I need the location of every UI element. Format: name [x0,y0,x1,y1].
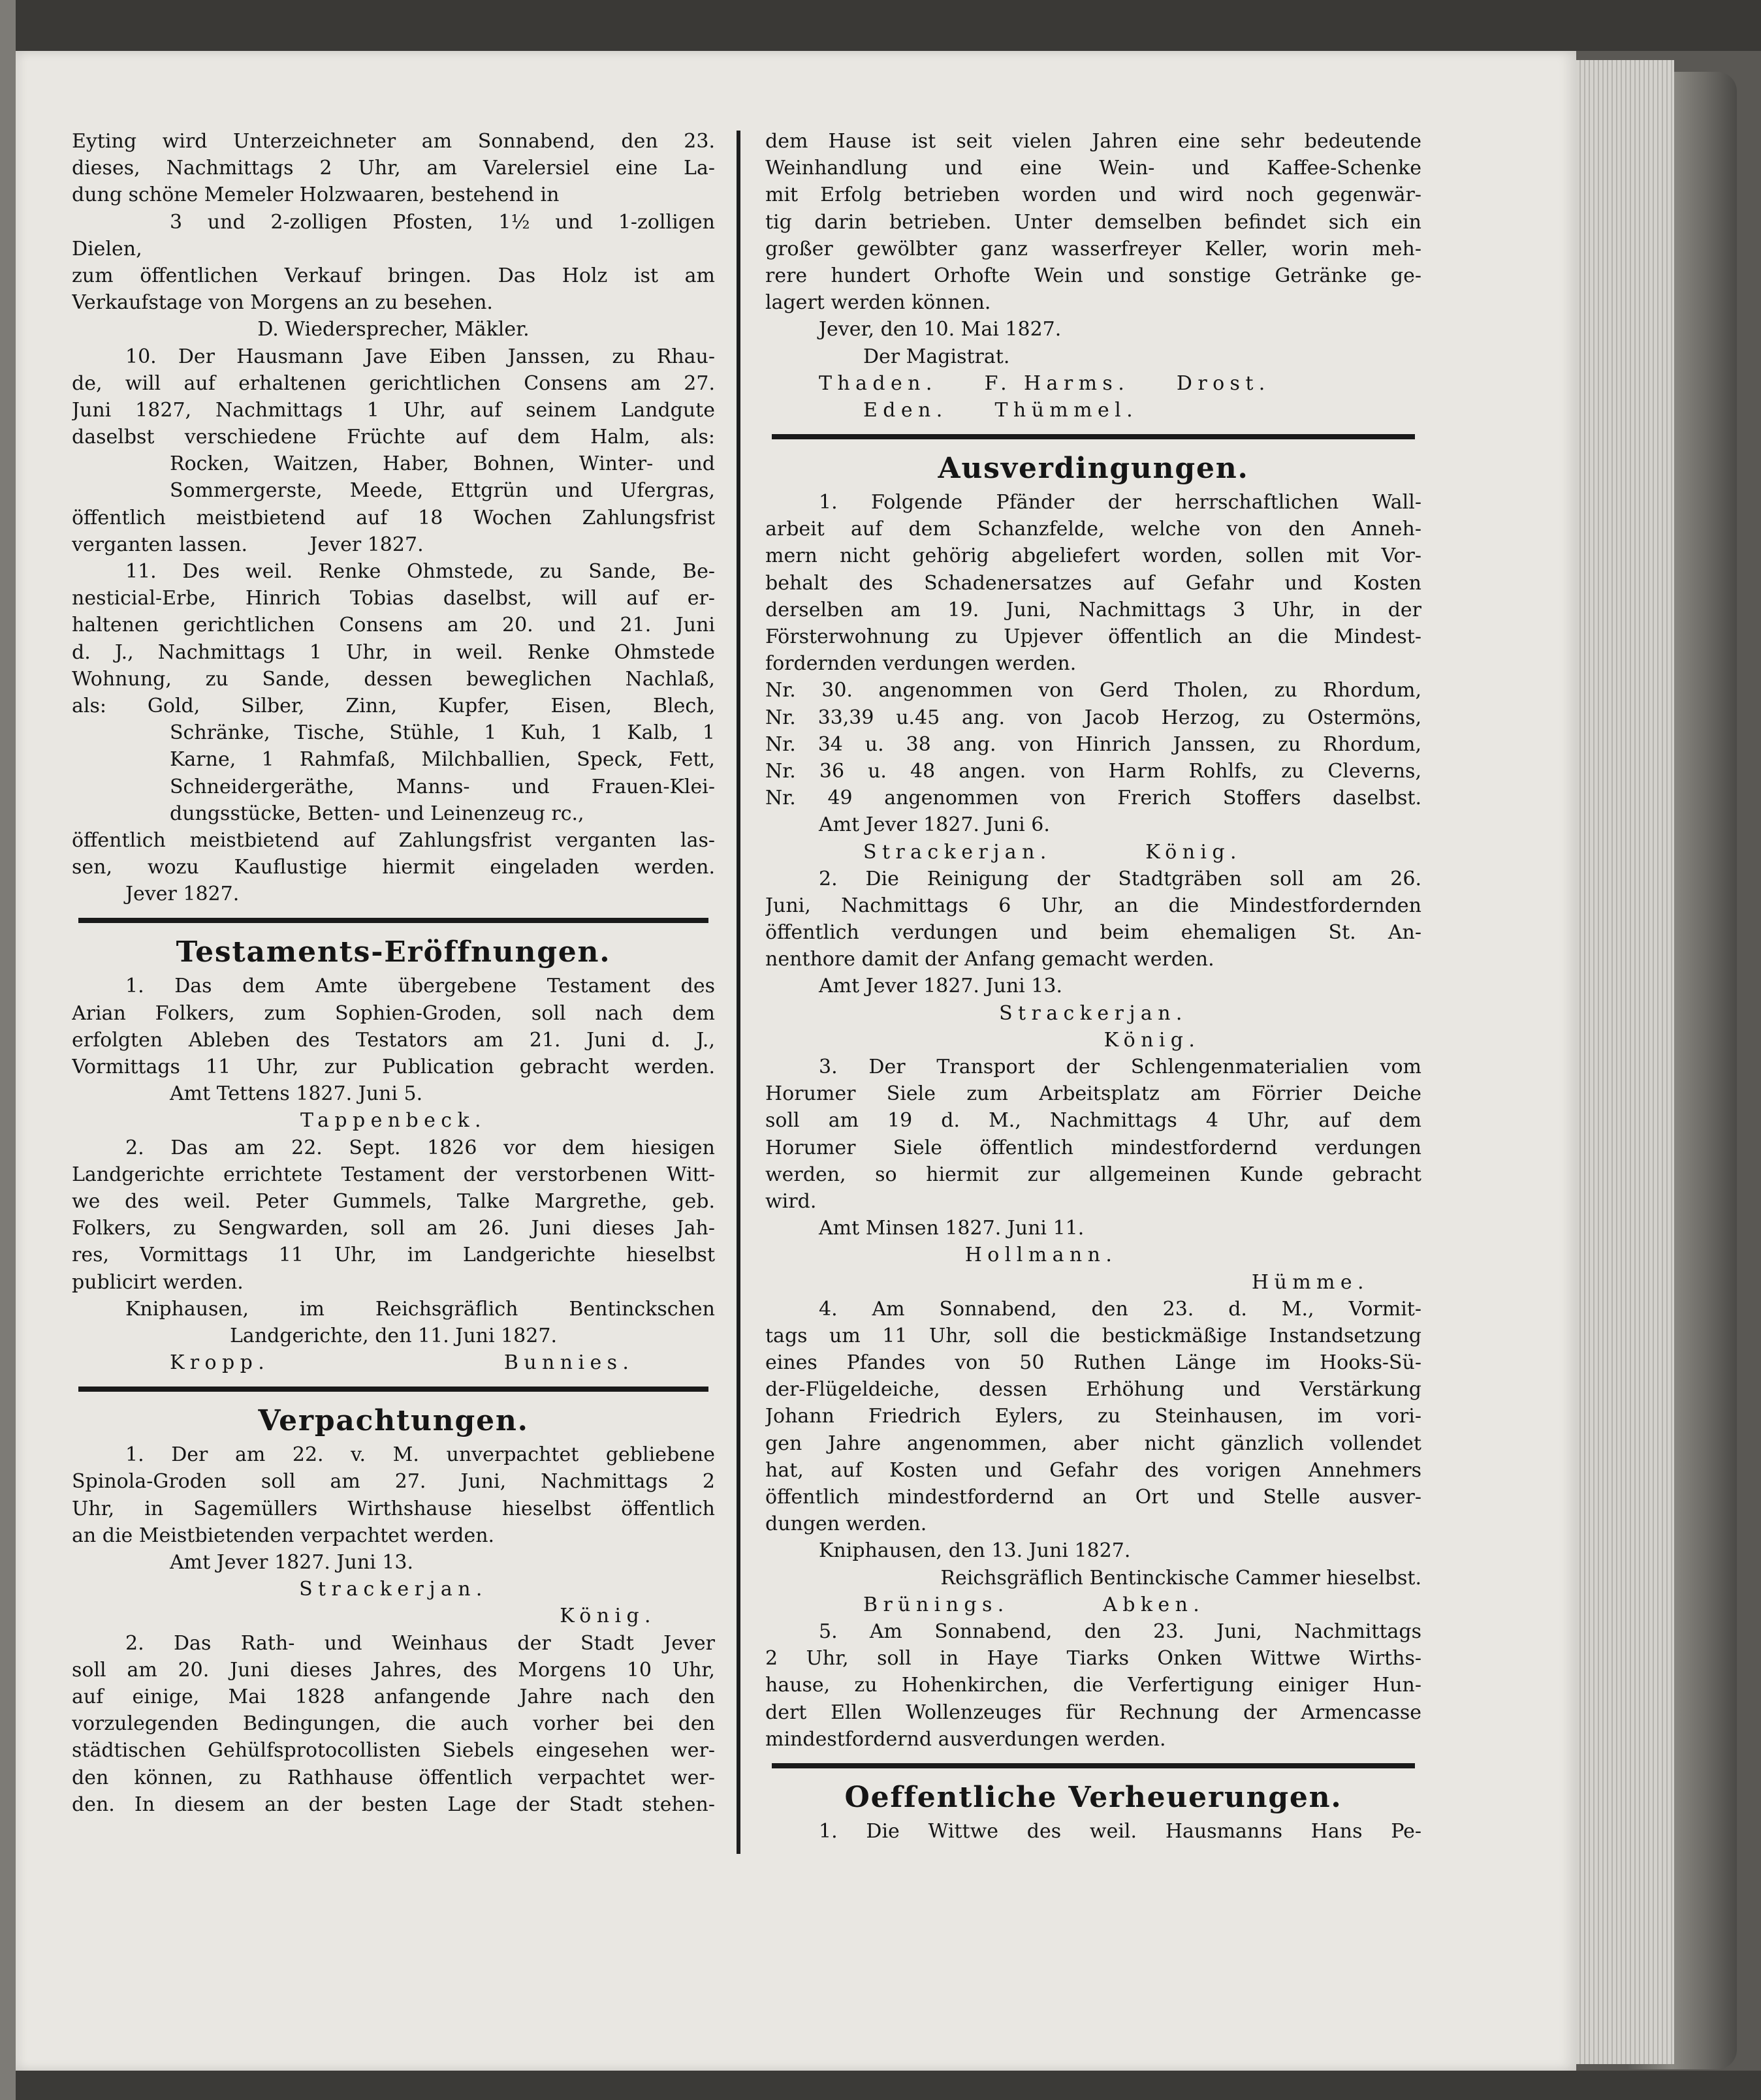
column-divider [737,131,740,1854]
text-line: 11. Des weil. Renke Ohmstede, zu Sande, Be- [125,560,715,583]
contract-1 [765,489,1421,866]
text-line: Jever, den 10. Mai 1827. [819,318,1062,341]
text-line: nesticial-Erbe, Hinrich Tobias daselbst, will auf er- [72,587,715,610]
text-line: 2 Uhr, soll in Haye Tiarks Onken Wittwe Wirths- [765,1647,1421,1670]
text-line: Nr. 30. angenommen von Gerd Tholen, zu Rhordum, [765,679,1421,702]
signature-line: Hümme. [1251,1270,1369,1294]
text-line: dungsstücke, Betten- und Leinenzeug rc., [170,802,584,825]
signature-line: D. Wiedersprecher, Mäkler. [257,318,530,341]
text-line: wird. [765,1189,817,1213]
text-line: Johann Friedrich Eylers, zu Steinhausen, im vori- [765,1405,1421,1428]
text-line: tags um 11 Uhr, soll die bestickmäßige Instandsetzung [765,1324,1421,1347]
signature-line: König. [560,1605,656,1628]
text-line: Kniphausen, den 13. Juni 1827. [819,1539,1131,1563]
scan-left-edge [0,0,16,2100]
section-heading-ausverdingungen: Ausverdingungen. [938,452,1249,486]
text-line: dungen werden. [765,1512,927,1536]
signature-line: Thaden. F. Harms. Drost. [819,371,1271,395]
text-line: Nr. 33,39 u.45 ang. von Jacob Herzog, zu Ostermöns, [765,706,1421,729]
text-line: Verkaufstage von Morgens an zu besehen. [72,291,493,315]
testament-2 [72,1135,715,1377]
section-heading-verpachtungen: Verpachtungen. [258,1404,529,1438]
text-line: 1. Folgende Pfänder der herrschaftlichen Wall- [819,491,1421,514]
text-line: Sommergerste, Meede, Ettgrün und Ufergras, [170,479,715,503]
contract-4 [765,1296,1421,1618]
signature-line: Brünings. Abken. [863,1593,1205,1616]
text-line: hat, auf Kosten und Gefahr des vorigen Annehmers [765,1458,1421,1482]
text-line: we des weil. Peter Gummels, Talke Margrethe, geb. [72,1189,715,1213]
text-line: Uhr, in Sagemüllers Wirthshause hieselbst öffentlich [72,1497,715,1520]
section-rule [772,434,1415,439]
text-line: 2. Die Reinigung der Stadtgräben soll am 26. [819,867,1421,890]
signature-line: Kropp. Bunnies. [170,1351,635,1375]
text-line: nenthore damit der Anfang gemacht werden. [765,948,1214,971]
text-line: soll am 19 d. M., Nachmittags 4 Uhr, auf dem [765,1109,1421,1133]
text-line: 5. Am Sonnabend, den 23. Juni, Nachmittags [819,1620,1421,1643]
text-line: Weinhandlung und eine Wein- und Kaffee-Schenke [765,157,1421,180]
text-line: Landgerichte errichtete Testament der verstorbenen Witt- [72,1163,715,1186]
text-line: derselben am 19. Juni, Nachmittags 3 Uhr, in der [765,598,1421,621]
text-line: mit Erfolg betrieben worden und wird noch gegenwär- [765,183,1421,207]
text-line: Amt Jever 1827. Juni 13. [170,1551,413,1574]
text-line: publicirt werden. [72,1270,244,1294]
text-line: res, Vormittags 11 Uhr, im Landgerichte hieselbst [72,1244,715,1267]
text-line: Rocken, Waitzen, Haber, Bohnen, Winter- und [170,452,715,476]
text-line: der-Flügeldeiche, dessen Erhöhung und Verstärkung [765,1378,1421,1402]
contract-2 [765,866,1421,1054]
text-line: hause, zu Hohenkirchen, die Verfertigung einiger Hun- [765,1674,1421,1697]
continued-notice [765,128,1421,424]
testament-1 [72,973,715,1134]
text-line: Reichsgräflich Bentinckische Cammer hieselbst. [940,1566,1421,1590]
text-line: 3 und 2-zolligen Pfosten, 1½ und 1-zolligen [170,210,715,234]
text-line: auf einige, Mai 1828 anfangende Jahre nach den [72,1685,715,1708]
text-line: Wohnung, zu Sande, dessen beweglichen Nachlaß, [72,667,715,691]
text-line: verganten lassen. Jever 1827. [72,533,424,556]
left-column [72,128,715,1818]
text-line: 2. Das am 22. Sept. 1826 vor dem hiesigen [125,1136,715,1159]
notice-10 [72,343,715,559]
scan-top-border [0,0,1761,51]
section-rule [78,1387,708,1392]
text-line: Horumer Siele öffentlich mindestfordernd verdungen [765,1136,1421,1159]
text-line: Folkers, zu Sengwarden, soll am 26. Juni dieses Jah- [72,1217,715,1240]
text-line: d. J., Nachmittags 1 Uhr, in weil. Renke Ohmstede [72,640,715,664]
text-line: dung schöne Memeler Holzwaaren, bestehend in [72,183,560,207]
section-rule [772,1763,1415,1768]
signature-line: Eden. Thümmel. [863,398,1139,422]
page-edges [1576,60,1674,2064]
text-line: haltenen gerichtlichen Consens am 20. und 21. Juni [72,614,715,637]
text-line: arbeit auf dem Schanzfelde, welche von den Anneh- [765,518,1421,541]
section-heading-testaments: Testaments-Eröffnungen. [176,935,611,969]
text-line: Karne, 1 Rahmfaß, Milchballien, Speck, Fett, [170,748,715,772]
text-line: mern nicht gehörig abgeliefert worden, sollen mit Vor- [765,544,1421,568]
text-line: dert Ellen Wollenzeuges für Rechnung der Armencasse [765,1700,1421,1724]
text-line: dem Hause ist seit vielen Jahren eine sehr bedeutende [765,130,1421,153]
text-line: großer gewölbter ganz wasserfreyer Keller, worin meh- [765,237,1421,260]
text-line: 3. Der Transport der Schlengenmaterialien vom [819,1056,1421,1078]
text-line: Schneidergeräthe, Manns- und Frauen-Klei- [170,775,715,798]
text-line: 10. Der Hausmann Jave Eiben Janssen, zu Rhau- [125,345,715,368]
text-line: sen, wozu Kauflustige hiermit eingeladen werden. [72,856,715,879]
text-line: Vormittags 11 Uhr, zur Publication gebracht werden. [72,1056,715,1078]
text-line: fordernden verdungen werden. [765,652,1077,676]
text-line: öffentlich mindestfordernd an Ort und Stelle ausver- [765,1486,1421,1509]
rental-1 [765,1818,1421,1845]
text-line: Nr. 34 u. 38 ang. von Hinrich Janssen, zu Rhordum, [765,732,1421,756]
text-line: 1. Der am 22. v. M. unverpachtet gebliebene [125,1443,715,1467]
signature-line: König. [1103,1028,1201,1052]
text-line: Försterwohnung zu Upjever öffentlich an die Mindest- [765,625,1421,648]
notice-11 [72,558,715,907]
signature-line: Tappenbeck. [300,1109,486,1133]
top-notice [72,128,715,343]
text-line: de, will auf erhaltenen gerichtlichen Consens am 27. [72,371,715,395]
text-line: Eyting wird Unterzeichneter am Sonnabend, den 23. [72,130,715,153]
text-line: eines Pfandes von 50 Ruthen Länge im Hooks-Sü- [765,1351,1421,1375]
text-line: mindestfordernd ausverdungen werden. [765,1727,1166,1751]
text-line: Amt Minsen 1827. Juni 11. [819,1217,1085,1240]
text-line: Juni 1827, Nachmittags 1 Uhr, auf seinem Landgute [72,398,715,422]
text-line: lagert werden können. [765,291,991,315]
signature-line: Strackerjan. [999,1001,1188,1025]
text-line: städtischen Gehülfsprotocollisten Siebels eingesehen wer- [72,1739,715,1763]
signature-line: Strackerjan. [299,1578,488,1601]
section-rule [78,918,708,923]
text-line: Amt Jever 1827. Juni 13. [819,975,1062,998]
section-heading-verheuerungen: Oeffentliche Verheuerungen. [844,1780,1342,1814]
text-line: Dielen, [72,237,142,260]
text-line: als: Gold, Silber, Zinn, Kupfer, Eisen, Blech, [72,694,715,717]
text-line: Spinola-Groden soll am 27. Juni, Nachmittags 2 [72,1470,715,1494]
text-line: werden, so hiermit zur allgemeinen Kunde gebracht [765,1163,1421,1186]
text-line: tig darin betrieben. Unter demselben befindet sich ein [765,210,1421,234]
text-line: den. In diesem an der besten Lage der Stadt stehen- [72,1793,715,1816]
right-column [765,128,1421,1845]
text-line: öffentlich verdungen und beim ehemaligen St. An- [765,921,1421,945]
text-line: 4. Am Sonnabend, den 23. d. M., Vormit- [819,1297,1421,1321]
text-line: Amt Tettens 1827. Juni 5. [170,1082,423,1106]
text-line: rere hundert Orhofte Wein und sonstige Getränke ge- [765,264,1421,287]
text-line: gen Jahre angenommen, aber nicht gänzlich vollendet [765,1432,1421,1455]
text-line: Schränke, Tische, Stühle, 1 Kuh, 1 Kalb, 1 [170,721,715,745]
contract-3 [765,1054,1421,1296]
text-line: 1. Die Wittwe des weil. Hausmanns Hans Pe- [819,1819,1421,1843]
text-line: Jever 1827. [125,883,240,906]
text-line: vorzulegenden Bedingungen, die auch vorher bei den [72,1712,715,1736]
text-line: erfolgten Ableben des Testators am 21. Juni d. J., [72,1028,715,1052]
signature-line: Strackerjan. König. [863,840,1242,864]
text-line: 2. Das Rath- und Weinhaus der Stadt Jever [125,1631,715,1655]
scan-bottom-border [16,2071,1761,2100]
text-line: Arian Folkers, zum Sophien-Groden, soll nach dem [72,1001,715,1025]
text-line: Nr. 36 u. 48 angen. von Harm Rohlfs, zu Cleverns, [765,759,1421,783]
lease-1 [72,1441,715,1629]
text-line: an die Meistbietenden verpachtet werden. [72,1524,495,1547]
text-line: Der Magistrat. [863,345,1010,368]
text-line: Landgerichte, den 11. Juni 1827. [230,1324,557,1347]
signature-line: Hollmann. [964,1244,1118,1267]
text-line: Horumer Siele zum Arbeitsplatz am Förrier Deiche [765,1082,1421,1106]
text-line: dieses, Nachmittags 2 Uhr, am Varelersiel eine La- [72,157,715,180]
text-line: 1. Das dem Amte übergebene Testament des [125,975,715,998]
text-line: öffentlich meistbietend auf Zahlungsfrist verganten las- [72,828,715,852]
text-line: den können, zu Rathhause öffentlich verpachtet wer- [72,1766,715,1789]
text-line: daselbst verschiedene Früchte auf dem Halm, als: [72,426,715,449]
text-line: soll am 20. Juni dieses Jahres, des Morgens 10 Uhr, [72,1658,715,1682]
text-line: zum öffentlichen Verkauf bringen. Das Holz ist am [72,264,715,287]
text-line: Amt Jever 1827. Juni 6. [819,813,1050,837]
text-line: Juni, Nachmittags 6 Uhr, an die Mindestfordernden [765,894,1421,917]
text-line: behalt des Schadenersatzes auf Gefahr und Kosten [765,571,1421,595]
text-line: Kniphausen, im Reichsgräflich Bentinckschen [125,1297,715,1321]
text-line: öffentlich meistbietend auf 18 Wochen Zahlungsfrist [72,506,715,529]
text-line: Nr. 49 angenommen von Frerich Stoffers daselbst. [765,787,1421,810]
contract-5 [765,1618,1421,1753]
lease-2 [72,1630,715,1818]
